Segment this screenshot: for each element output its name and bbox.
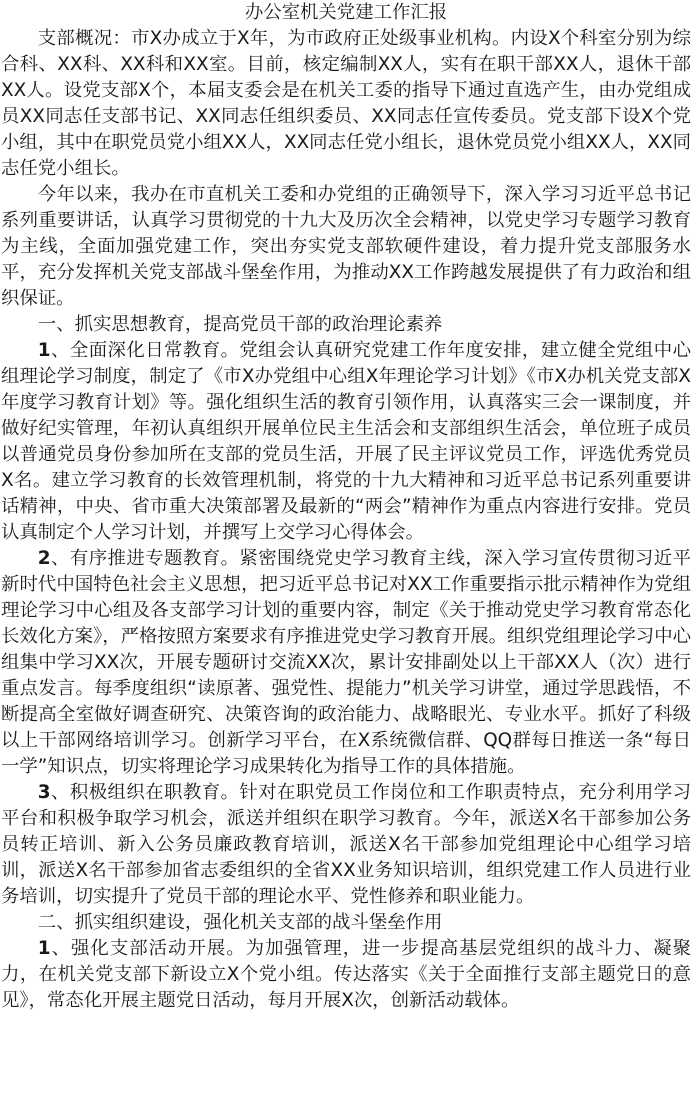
paragraph-text: 、积极组织在职教育。针对在职党员工作岗位和工作职责特点，充分利用学习平台和积极争取学习机会，派送并组织在职学习教育。今年，派送X名干部参加公务员转正培训、新入公务员廉政教育培训，派送X名干部参加党组理论中心组学习培训，派送X名干部参加省志委组织的全省XX业务知识培训，组织党建工作人员进行业务培训，切实提升了党员干部的理论水平、党性修养和职业能力。 [1, 782, 691, 907]
section-heading-1 [1, 312, 691, 338]
section-heading-2 [1, 910, 691, 936]
item-number: 1 [37, 938, 51, 959]
document-title: 办公室机关党建工作汇报 [244, 2, 448, 23]
paragraph-text: 支部概况：市X办成立于X年，为市政府正处级事业机构。内设X个科室分别为综合科、XX科、XX科和XX室。目前，核定编制XX人，实有在职干部XX人，退休干部XX人。设党支部X个，本届支委会是在机关工委的指导下通过直选产生，由办党组成员XX同志任支部书记、XX同志任组织委员、XX同志任宣传委员。党支部下设X个党小组，其中在职党员党小组XX人，XX同志任党小组长，退休党员党小组XX人，XX同志任党小组长。 [1, 28, 691, 179]
item-number: 2 [37, 548, 51, 569]
paragraph-text: 今年以来，我办在市直机关工委和办党组的正确领导下，深入学习习近平总书记系列重要讲话，认真学习贯彻党的十九大及历次全会精神，以党史学习专题学习教育为主线，全面加强党建工作，突出夯实党支部软硬件建设，着力提升党支部服务水平，充分发挥机关党支部战斗堡垒作用，为推动XX工作跨越发展提供了有力政治和组织保证。 [1, 184, 691, 309]
section-heading-text: 二、抓实组织建设，强化机关支部的战斗堡垒作用 [37, 912, 443, 933]
paragraph-item-2-1 [1, 936, 691, 1014]
item-number: 1 [37, 340, 51, 361]
paragraph-item-1-1 [1, 338, 691, 546]
paragraph-item-1-2 [1, 546, 691, 780]
paragraph-text: 、有序推进专题教育。紧密围绕党史学习教育主线，深入学习宣传贯彻习近平新时代中国特色社会主义思想，把习近平总书记对XX工作重要指示批示精神作为党组理论学习中心组及各支部学习计划的重要内容，制定《关于推动党史学习教育常态化长效化方案》，严格按照方案要求有序推进党史学习教育开展。组织党组理论学习中心组集中学习XX次，开展专题研讨交流XX次，累计安排副处以上干部XX人（次）进行重点发言。每季度组织“读原著、强党性、提能力”机关学习讲堂，通过学思践悟，不断提高全室做好调查研究、决策咨询的政治能力、战略眼光、专业水平。抓好了科级以上干部网络培训学习。创新学习平台，在X系统微信群、QQ群每日推送一条“每日一学”知识点，切实将理论学习成果转化为指导工作的具体措施。 [1, 548, 691, 777]
paragraph-overview [1, 26, 691, 182]
paragraph-item-1-3 [1, 780, 691, 910]
paragraph-intro [1, 182, 691, 312]
paragraph-text: 、全面深化日常教育。党组会认真研究党建工作年度安排，建立健全党组中心组理论学习制度，制定了《市X办党组中心组X年理论学习计划》《市X办机关党支部X年度学习教育计划》等。强化组织生活的教育引领作用，认真落实三会一课制度，并做好纪实管理，年初认真组织开展单位民主生活会和支部组织生活会，单位班子成员以普通党员身份参加所在支部的党员生活，开展了民主评议党员工作，评选优秀党员X名。建立学习教育的长效管理机制，将党的十九大精神和习近平总书记系列重要讲话精神，中央、省市重大决策部署及最新的“两会”精神作为重点内容进行安排。党员认真制定个人学习计划，并撰写上交学习心得体会。 [1, 340, 691, 543]
item-number: 3 [37, 782, 51, 803]
paragraph-text: 、强化支部活动开展。为加强管理，进一步提高基层党组织的战斗力、凝聚力，在机关党支部下新设立X个党小组。传达落实《关于全面推行支部主题党日的意见》，常态化开展主题党日活动，每月开展X次，创新活动载体。 [1, 938, 691, 1011]
section-heading-text: 一、抓实思想教育，提高党员干部的政治理论素养 [37, 314, 443, 335]
document-body [1, 26, 691, 1014]
